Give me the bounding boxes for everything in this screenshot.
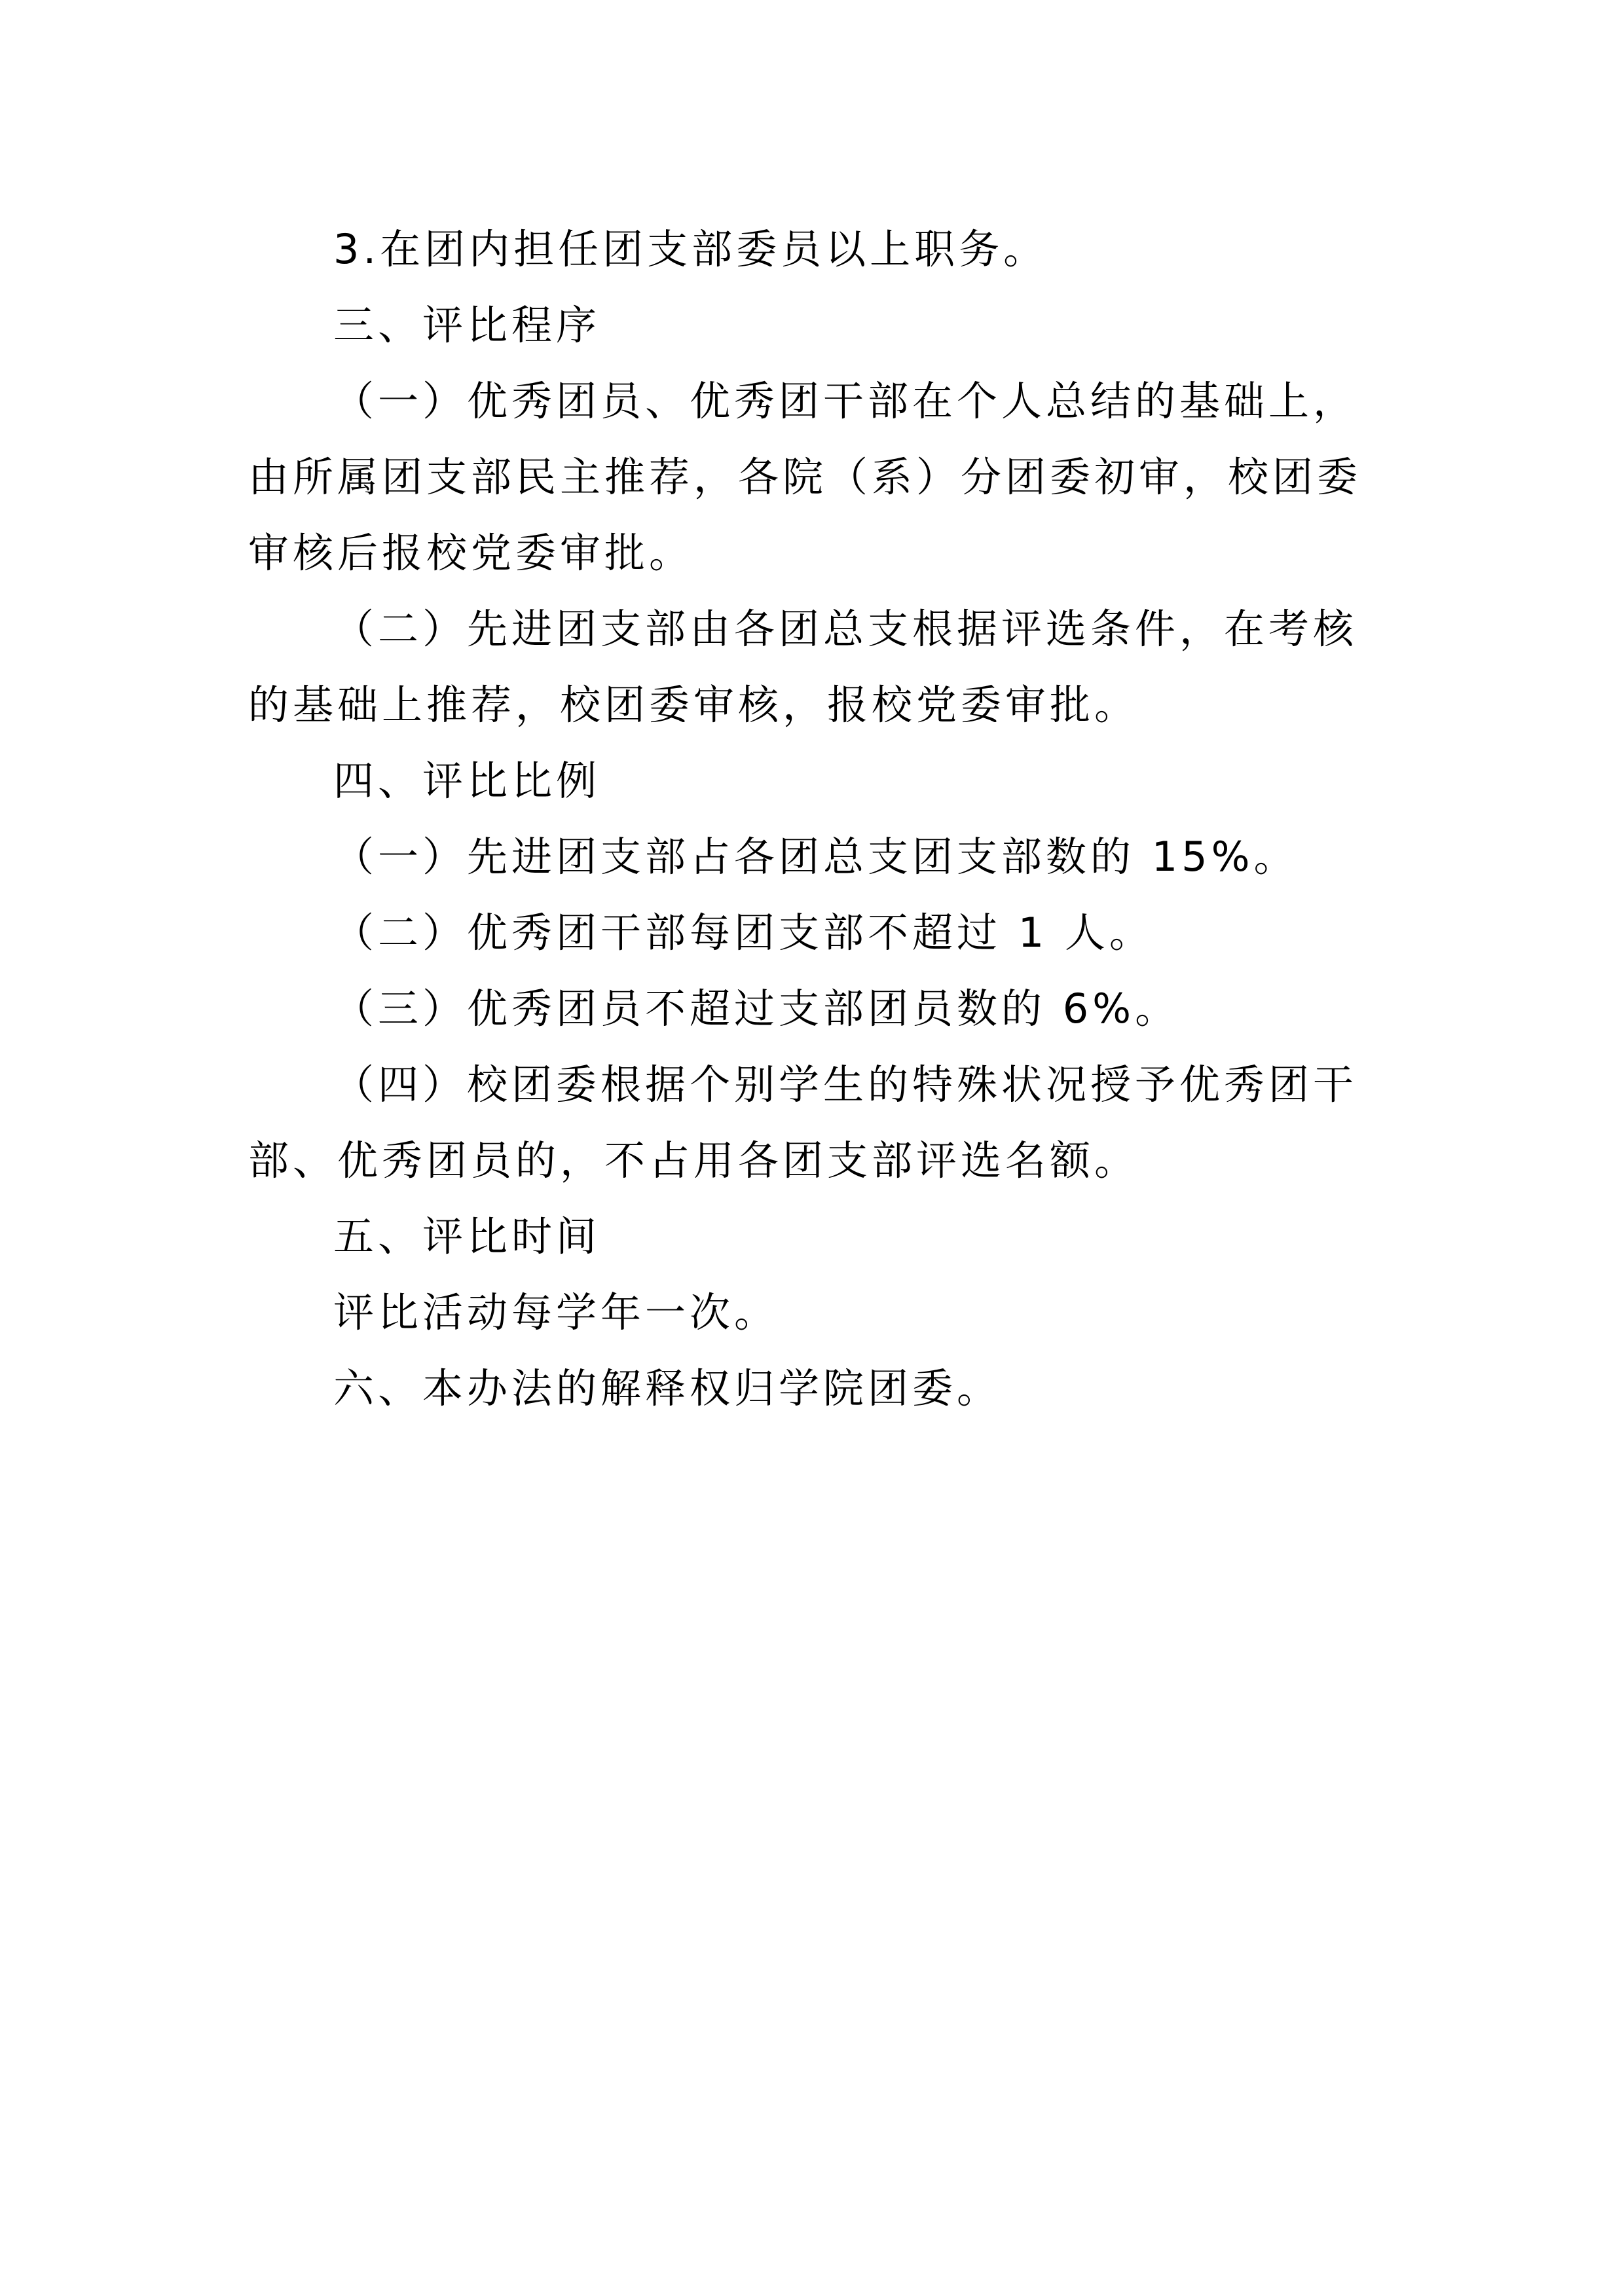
- paragraph-ratio-1: （一）先进团支部占各团总支团支部数的 15%。: [333, 833, 1299, 881]
- section-heading-procedure: 三、评比程序: [333, 301, 601, 349]
- paragraph-procedure-1: （一）优秀团员、优秀团干部在个人总结的基础上，由所属团支部民主推荐，各院（系）分团委初审，校团委审核后报校党委审批。: [248, 377, 1362, 577]
- section-heading-time: 五、评比时间: [333, 1212, 601, 1260]
- document-body: [248, 211, 1378, 1427]
- paragraph-procedure-2: （二）先进团支部由各团总支根据评选条件，在考核的基础上推荐，校团委审核，报校党委审批。: [248, 605, 1358, 729]
- paragraph-ratio-3: （三）优秀团员不超过支部团员数的 6%。: [333, 985, 1180, 1032]
- paragraph-ratio-2: （二）优秀团干部每团支部不超过 1 人。: [333, 909, 1154, 957]
- section-heading-ratio: 四、评比比例: [333, 757, 601, 805]
- paragraph-item-3: 3.在团内担任团支部委员以上职务。: [333, 225, 1048, 273]
- paragraph-time: 评比活动每学年一次。: [333, 1288, 779, 1336]
- section-heading-interpretation: 六、本办法的解释权归学院团委。: [333, 1364, 1002, 1412]
- paragraph-ratio-4: （四）校团委根据个别学生的特殊状况授予优秀团干部、优秀团员的，不占用各团支部评选名额。: [248, 1061, 1358, 1184]
